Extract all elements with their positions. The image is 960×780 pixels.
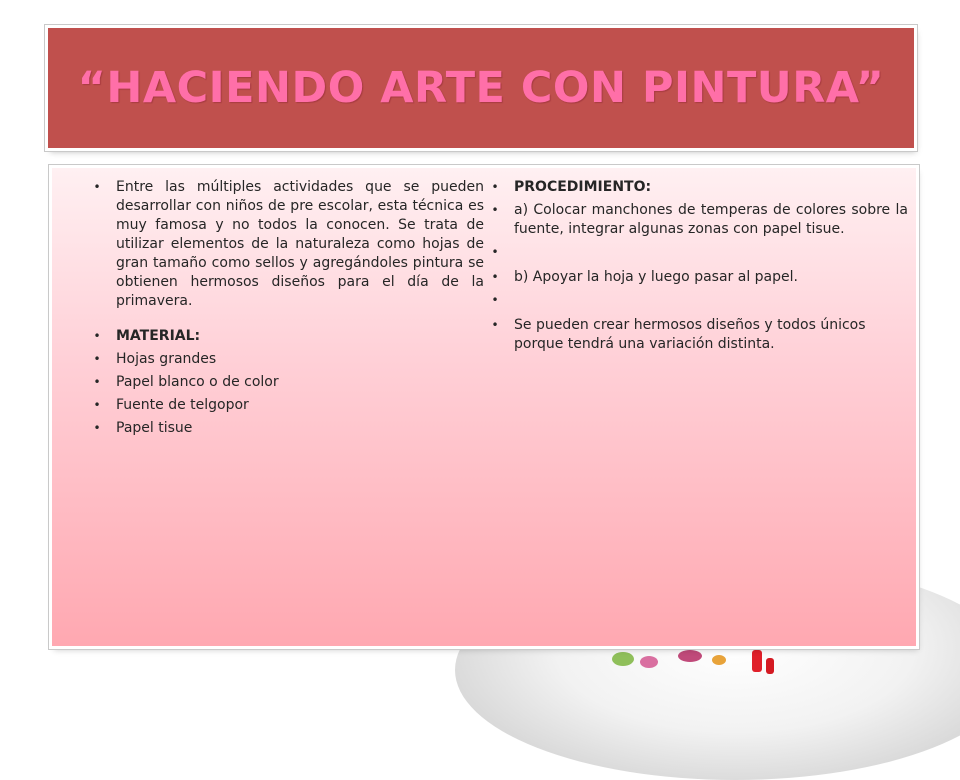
slide-title: “HACIENDO ARTE CON PINTURA” bbox=[77, 63, 885, 113]
right-column bbox=[488, 178, 908, 358]
paint-splash bbox=[752, 650, 762, 672]
bullet-icon: • bbox=[93, 329, 101, 343]
paint-splash bbox=[640, 656, 658, 668]
title-bar bbox=[48, 28, 914, 148]
material-item: Papel blanco o de color bbox=[116, 374, 279, 390]
bullet-icon: • bbox=[93, 180, 101, 194]
material-item: Papel tisue bbox=[116, 420, 193, 436]
list-item bbox=[488, 316, 908, 354]
intro-text: Entre las múltiples actividades que se pueden desarrollar con niños de pre escolar, esta técnica es muy famosa y no todos la conocen. Se trata de utilizar elementos de la naturaleza como hojas de gran tamaño como sellos y agregándoles pintura se obtienen hermosos diseños para el día de la primavera. bbox=[116, 179, 484, 309]
content-box bbox=[52, 168, 916, 646]
list-item bbox=[90, 178, 484, 311]
list-item bbox=[488, 243, 908, 264]
list-item bbox=[90, 350, 484, 369]
paint-splash bbox=[712, 655, 726, 665]
closing-text: Se pueden crear hermosos diseños y todos únicos porque tendrá una variación distinta. bbox=[514, 317, 866, 352]
list-item bbox=[90, 419, 484, 438]
list-item bbox=[90, 327, 484, 346]
list-item bbox=[488, 201, 908, 239]
bullet-icon: • bbox=[491, 180, 499, 194]
material-item: Hojas grandes bbox=[116, 351, 217, 367]
paint-splash bbox=[766, 658, 774, 674]
bullet-icon: • bbox=[491, 203, 499, 217]
paint-splash bbox=[678, 650, 702, 662]
list-item bbox=[488, 268, 908, 287]
bullet-icon: • bbox=[491, 270, 499, 284]
step-b-text: b) Apoyar la hoja y luego pasar al papel. bbox=[514, 269, 798, 285]
bullet-icon: • bbox=[491, 318, 499, 332]
bullet-icon: • bbox=[93, 375, 101, 389]
bullet-icon: • bbox=[491, 245, 499, 259]
step-a-text: a) Colocar manchones de temperas de colores sobre la fuente, integrar algunas zonas con papel tisue. bbox=[514, 202, 908, 237]
bullet-icon: • bbox=[93, 421, 101, 435]
material-item: Fuente de telgopor bbox=[116, 397, 249, 413]
list-item bbox=[488, 291, 908, 312]
procedure-heading: PROCEDIMIENTO: bbox=[514, 179, 652, 195]
paint-splash bbox=[612, 652, 634, 666]
list-item bbox=[90, 396, 484, 415]
bullet-icon: • bbox=[93, 352, 101, 366]
list-item bbox=[90, 373, 484, 392]
bullet-icon: • bbox=[491, 293, 499, 307]
bullet-icon: • bbox=[93, 398, 101, 412]
list-item bbox=[488, 178, 908, 197]
left-column bbox=[90, 178, 484, 442]
material-heading: MATERIAL: bbox=[116, 328, 201, 344]
